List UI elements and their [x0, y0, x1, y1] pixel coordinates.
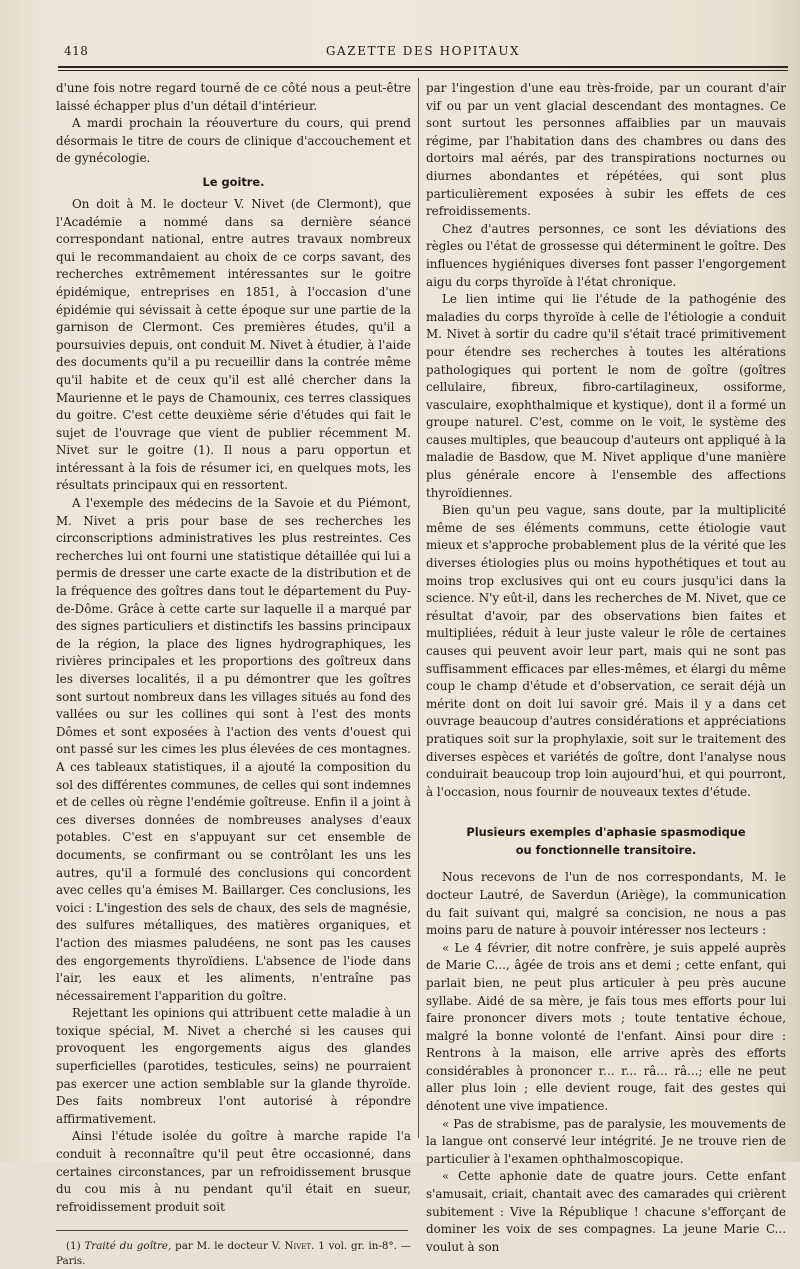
page-header: [58, 44, 788, 66]
paragraph: Ainsi l'étude isolée du goître à marche rapide l'a conduit à reconnaître qu'il peut être occasionné, dans certaines circonstances, par un refroidissement brusque du cou mis à nu pendant qu'il était en sueur, refroidissement produit soit: [56, 1129, 411, 1214]
page-number: 418: [64, 44, 89, 58]
paragraph: On doit à M. le docteur V. Nivet (de Clermont), que l'Académie a nommé dans sa dernière séance correspondant national, entre autres travaux nombreux qui le recommandaient au choix de ce corps savant, des recherches extrêmement intéressantes sur le goitre épidémique, entreprises en 1851, à l'occasion d'une épidémie qui sévissait à cette époque sur une partie de la garnison de Clermont. Ces premières études, qu'il a poursuivies depuis, ont conduit M. Nivet à étudier, à l'aide des documents qu'il a pu recueillir dans la contrée même qu'il habite et de ceux qu'il est allé chercher dans la Maurienne et le pays de Chamounix, ces terres classiques du goitre. C'est cette deuxième série d'études qui fait le sujet de l'ouvrage que vient de publier récemment M. Nivet sur le goitre (1). Il nous a paru opportun et intéressant à la fois de résumer ici, en quelques mots, les résultats principaux qui en ressortent.: [56, 196, 411, 493]
heading-line: Plusieurs exemples d'aphasie spasmodique: [466, 825, 746, 840]
paragraph: Chez d'autres personnes, ce sont les déviations des règles ou l'état de grossesse qui déterminent le goître. Des influences hygiéniques diverses font passer l'engorgement aigu du corps thyroïde à l'état chronique.: [426, 221, 786, 289]
running-title: GAZETTE DES HOPITAUX: [325, 44, 521, 58]
paragraph: Nous recevons de l'un de nos correspondants, M. le docteur Lautré, de Saverdun (Ariège), la communication du fait suivant qui, malgré sa concision, ne nous a pas moins paru de nature à pouvoir intéresser nos lecteurs :: [426, 870, 786, 938]
paragraph: A l'exemple des médecins de la Savoie et du Piémont, M. Nivet a pris pour base de ses recherches les circonscriptions administratives les plus restreintes. Ces recherches lui ont fourni une statistique détaillée qui lui a permis de dresser une carte exacte de la distribution et de la fréquence des goîtres dans tout le département du Puy-de-Dôme. Grâce à cette carte sur laquelle il a marqué par des signes particuliers et distinctifs les bassins principaux de la région, la place des lignes hydrographiques, les rivières principales et les proportions des goîtreux dans les diverses localités, il a pu démontrer que les goîtres sont surtout nombreux dans les villages situés au fond des vallées ou sur les collines qui sont à l'est des monts Dômes et sont exposées à l'action des vents d'ouest qui ont passé sur les cimes les plus élevées de ces montagnes. A ces tableaux statistiques, il a ajouté la composition du sol des différentes communes, de celles qui sont indemnes et de celles où règne l'endémie goîtreuse. Enfin il a joint à ces diverses données de nombreuses analyses d'eaux potables. C'est en s'appuyant sur cet ensemble de documents, se confirmant ou se contrôlant les uns les autres, qu'il a formulé des conclusions qui concordent avec celles qu'a émises M. Baillarger. Ces conclusions, les voici : L'ingestion des sels de chaux, des sels de magnésie, des sulfures métalliques, des matières organiques, et l'action des miasmes paludéens, ne sont pas les causes des engorgements thyroïdiens. L'absence de l'iode dans l'air, les eaux et les aliments, n'entraîne pas nécessairement l'apparition du goître.: [56, 496, 411, 1003]
paragraph: « Le 4 février, dit notre confrère, je suis appelé auprès de Marie C..., âgée de trois ans et demi ; cette enfant, qui parlait bien, ne peut plus articuler à peu près aucune syllabe. Aidé de sa mère, je fais tous mes efforts pour lui faire prononcer divers mots ; toute tentative échoue, malgré la bonne volonté de l'enfant. Ainsi pour dire : Rentrons à la maison, elle arrive après des efforts considérables à prononcer r... r... râ... râ...; elle ne peut aller plus loin ; elle devient rouge, fait des gestes qui dénotent une vive impatience.: [426, 940, 786, 1114]
footnote-text: 1 vol. gr. in-8°. — Paris.: [56, 1240, 412, 1268]
section-heading-aphasie: [426, 823, 786, 859]
paragraph: Bien qu'un peu vague, sans doute, par la multiplicité même de ses éléments communs, cette étiologie vaut mieux et s'approche probablement plus de la vérité que les diverses étiologies plus ou moins hypothétiques et tout au moins trop exclusives qui ont eu cours jusqu'ici dans la science. N'y eût-il, dans les recherches de M. Nivet, que ce résultat d'avoir, par des observations bien faites et multipliées, réduit à leur juste valeur le rôle de certaines causes qui peuvent avoir leur part, mais qui ne sont pas suffisamment efficaces par elles-mêmes, et élargi du même coup le champ d'étude et d'observation, ce serait déjà un mérite dont on doit lui savoir gré. Mais il y a dans cet ouvrage beaucoup d'autres considérations et appréciations pratiques soit sur la prophylaxie, soit sur le traitement des diverses espèces et variétés de goître, dont l'analyse nous conduirait beaucoup trop loin aujourd'hui, et qui pourront, à l'occasion, nous fournir de nouveaux textes d'étude.: [426, 503, 786, 799]
footnote-mark: (1): [66, 1240, 81, 1253]
paragraph: d'une fois notre regard tourné de ce côté nous a peut-être laissé échapper plus d'un détail d'intérieur.: [56, 81, 411, 113]
paragraph: A mardi prochain la réouverture du cours, qui prend désormais le titre de cours de clinique d'accouchement et de gynécologie.: [56, 116, 411, 166]
paragraph: Rejettant les opinions qui attribuent cette maladie à un toxique spécial, M. Nivet a cherché si les causes qui provoquent les engorgements aigus des glandes superficielles (parotides, testicules, seins) ne pourraient pas exercer une action semblable sur la glande thyroïde. Des faits nombreux l'ont autorisé à répondre affirmativement.: [56, 1006, 411, 1126]
header-rule-thick: [58, 66, 788, 68]
left-column: [56, 80, 412, 1268]
section-heading-goitre: Le goitre.: [202, 174, 265, 189]
paragraph: « Pas de strabisme, pas de paralysie, les mouvements de la langue ont conservé leur intégrité. Je ne trouve rien de particulier à l'examen ophthalmoscopique.: [426, 1116, 786, 1166]
footnote-book-title: Traité du goître,: [84, 1240, 172, 1253]
footnote-author: Nivet.: [284, 1240, 315, 1253]
footnote-text: par M. le docteur V.: [175, 1240, 281, 1253]
paragraph: par l'ingestion d'une eau très-froide, par un courant d'air vif ou par un vent glacial descendant des montagnes. Ce sont surtout les personnes affaiblies par un mauvais régime, par l'habitation dans des chambres ou dans des dortoirs mal aérés, par des transpirations nocturnes ou diurnes abondantes et répétées, qui sont plus particulièrement exposées à subir les effets de ces refroidissements.: [426, 81, 786, 219]
heading-line: ou fonctionnelle transitoire.: [515, 843, 697, 858]
paragraph: Le lien intime qui lie l'étude de la pathogénie des maladies du corps thyroïde à celle de l'étiologie a conduit M. Nivet à sortir du cadre qu'il s'était tracé primitivement pour étendre ses recherches à toutes les altérations pathologiques qui portent le nom de goître (goîtres cellulaire, fibreux, fibro-cartilagineux, ossiforme, vasculaire, exophthalmique et kystique), dont il a formé un groupe naturel. C'est, comme on le voit, le système des causes multiples, que beaucoup d'auteurs ont appliqué à la maladie de Basdow, que M. Nivet applique d'une manière plus générale encore à l'ensemble des affections thyroïdiennes.: [426, 292, 786, 500]
column-divider: [418, 78, 419, 1138]
footnote: [56, 1239, 411, 1269]
footnote-rule: [56, 1230, 408, 1231]
header-rule-thin: [58, 70, 788, 71]
right-column: [426, 80, 786, 1254]
paragraph: « Cette aphonie date de quatre jours. Cette enfant s'amusait, criait, chantait avec des camarades qui crièrent subitement : Vive la République ! chacune s'efforçant de dominer les voix de ses compagnes. La jeune Marie C... voulut à son: [426, 1169, 786, 1254]
